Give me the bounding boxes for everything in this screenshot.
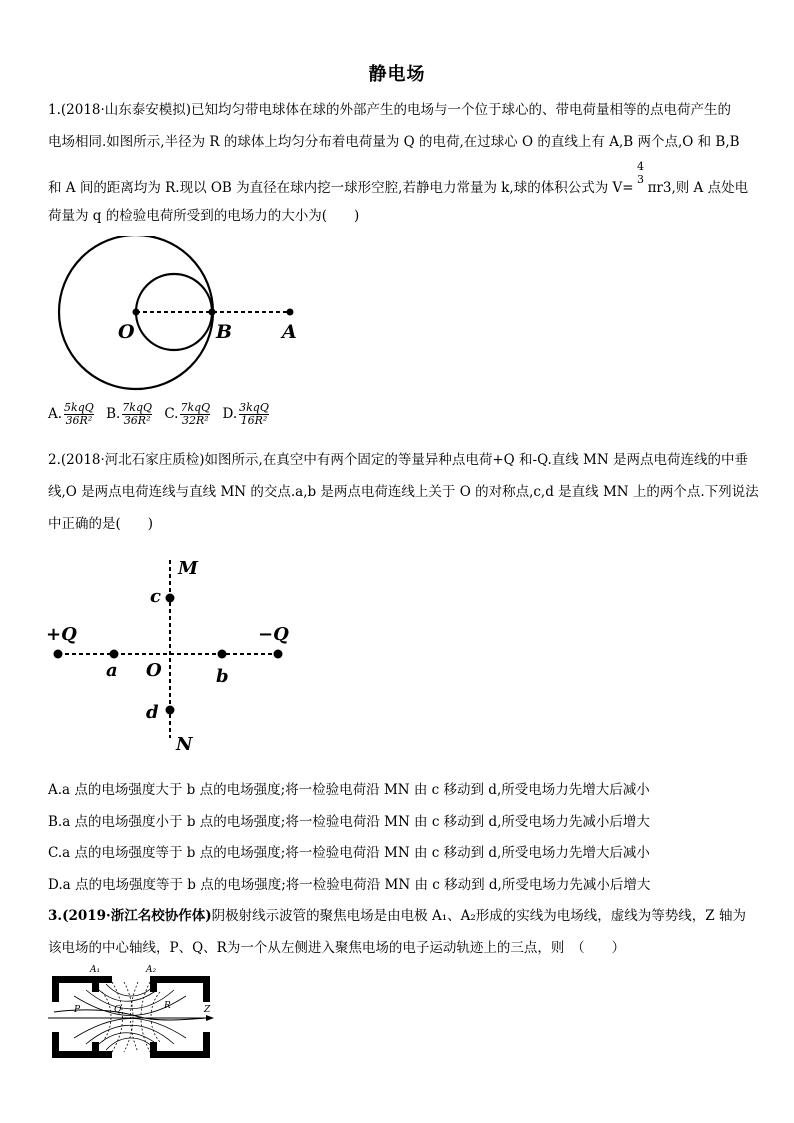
option-denominator: 32R² <box>181 414 209 427</box>
label-c: c <box>150 586 161 607</box>
page-title: 静电场 <box>368 64 426 85</box>
q1-option-d[interactable] <box>223 402 271 427</box>
q1-line-3-pre: 和 A 间的距离均为 R.现以 OB 为直径在球内挖一球形空腔,若静电力常量为 k,球的体积公式为 V= <box>48 180 634 196</box>
label-a: a <box>106 660 118 681</box>
q3-source: 3.(2019·浙江名校协作体) <box>48 908 212 924</box>
q2-option-c[interactable]: C.a 点的电场强度等于 b 点的电场强度;将一检验电荷沿 MN 由 c 移动到 d,所受电场力先增大后减小 <box>48 845 650 861</box>
q1-option-a[interactable] <box>48 402 96 427</box>
label-m: M <box>178 558 198 579</box>
label-a2: A₂ <box>146 965 157 975</box>
label-b: B <box>216 321 233 343</box>
volume-fraction-numerator: 4 <box>637 160 644 173</box>
label-z: Z <box>204 1005 211 1015</box>
option-numerator: 3kqQ <box>239 401 269 414</box>
volume-fraction <box>637 160 644 186</box>
q2-line-2: 线,O 是两点电荷连线与直线 MN 的交点.a,b 是两点电荷连线上关于 O 的对称点,c,d 是直线 MN 上的两个点.下列说法 <box>48 484 759 500</box>
q1-option-c[interactable] <box>164 402 212 427</box>
label-q: Q <box>114 1005 122 1015</box>
option-numerator: 7kqQ <box>180 401 211 414</box>
q2-option-d[interactable]: D.a 点的电场强度等于 b 点的电场强度;将一检验电荷沿 MN 由 c 移动到 d,所受电场力先减小后增大 <box>48 877 651 893</box>
electrode-top-right <box>150 976 210 1002</box>
q1-option-b[interactable] <box>106 402 154 427</box>
q3-line-1 <box>48 904 746 924</box>
point-a-dot <box>287 309 294 316</box>
point-b-dot <box>209 309 216 316</box>
label-plus-q: +Q <box>46 624 77 645</box>
label-r: R <box>164 1001 171 1011</box>
electrode-bottom-left <box>52 1032 112 1058</box>
option-denominator: 36R² <box>65 414 93 427</box>
q2-line-3: 中正确的是( ) <box>48 516 154 532</box>
point-b-dot <box>218 650 227 659</box>
point-a-dot <box>110 650 119 659</box>
option-letter: D. <box>222 406 238 422</box>
q2-line-1: 2.(2018·河北石家庄质检)如图所示,在真空中有两个固定的等量异种点电荷+Q 和-Q.直线 MN 是两点电荷连线的中垂 <box>48 452 748 468</box>
q3-line-1-rest: 阴极射线示波管的聚焦电场是由电极 A₁、A₂形成的实线为电场线，虚线为等势线，Z 轴为 <box>211 908 746 924</box>
q2-option-a[interactable]: A.a 点的电场强度大于 b 点的电场强度;将一检验电荷沿 MN 由 c 移动到 d,所受电场力先增大后减小 <box>48 782 650 798</box>
q3-line-2: 该电场的中心轴线，P、Q、R为一个从左侧进入聚焦电场的电子运动轨迹上的三点，则 （ ） <box>48 940 626 956</box>
plus-q-dot <box>54 650 63 659</box>
label-b: b <box>216 666 229 687</box>
point-o-dot <box>133 309 140 316</box>
label-a: A <box>282 321 297 343</box>
label-n: N <box>176 734 193 755</box>
q1-line-4: 荷量为 q 的检验电荷所受到的电场力的大小为( ) <box>48 208 360 224</box>
point-c-dot <box>166 594 175 603</box>
q2-charges-figure <box>40 552 300 758</box>
q1-line-2: 电场相同.如图所示,半径为 R 的球体上均匀分布着电荷量为 Q 的电荷,在过球心 O 的直线上有 A,B 两个点,O 和 B,B <box>48 134 740 150</box>
z-axis-arrow <box>206 1015 214 1021</box>
option-letter: A. <box>48 406 63 422</box>
option-letter: B. <box>106 406 121 422</box>
electrode-top-left <box>52 976 112 1002</box>
q1-sphere-figure <box>50 236 320 412</box>
label-o: O <box>146 660 162 681</box>
field-lines <box>74 984 186 1050</box>
point-d-dot <box>166 706 175 715</box>
option-numerator: 7kqQ <box>122 401 153 414</box>
label-minus-q: −Q <box>258 624 289 645</box>
option-denominator: 36R² <box>123 414 151 427</box>
q1-line-1: 1.(2018·山东泰安模拟)已知均匀带电球体在球的外部产生的电场与一个位于球心的、带电荷量相等的点电荷产生的 <box>48 102 732 118</box>
electrode-bottom-right <box>150 1032 210 1058</box>
label-a1: A₁ <box>90 965 101 975</box>
option-denominator: 16R² <box>240 414 268 427</box>
equipotential-lines <box>102 982 160 1052</box>
minus-q-dot <box>274 650 283 659</box>
volume-fraction-denominator: 3 <box>637 173 644 186</box>
label-o: O <box>118 321 135 343</box>
q1-options <box>48 402 277 427</box>
label-d: d <box>146 702 159 723</box>
q2-option-b[interactable]: B.a 点的电场强度小于 b 点的电场强度;将一检验电荷沿 MN 由 c 移动到 d,所受电场力先减小后增大 <box>48 814 650 830</box>
q1-line-3-post: πr3,则 A 点处电 <box>647 180 749 196</box>
q3-oscilloscope-figure <box>46 960 218 1064</box>
label-p: P <box>74 1005 81 1015</box>
option-numerator: 5kqQ <box>64 401 94 414</box>
option-letter: C. <box>164 406 179 422</box>
